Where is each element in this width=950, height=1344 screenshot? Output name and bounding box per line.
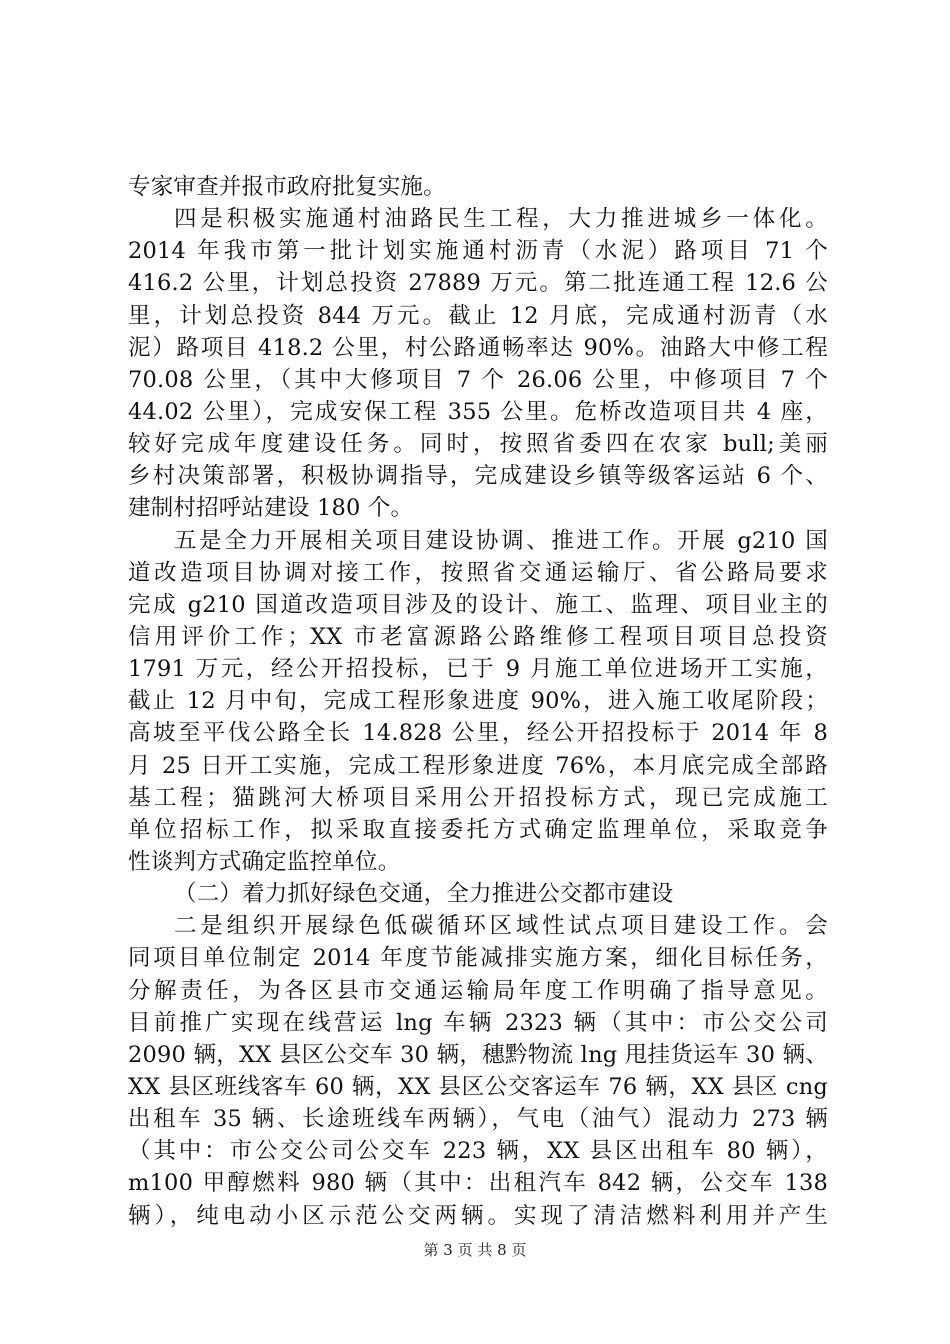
text-line: 完成 g210 国道改造项目涉及的设计、施工、监理、项目业主的 (128, 591, 828, 618)
text-line: 截止 12 月中旬，完成工程形象进度 90%，进入施工收尾阶段； (128, 688, 828, 715)
text-line: 1791 万元，经公开招投标，已于 9 月施工单位进场开工实施， (128, 656, 828, 683)
text-line: 四是积极实施通村油路民生工程，大力推进城乡一体化。 (174, 206, 828, 233)
text-line: 二是组织开展绿色低碳循环区域性试点项目建设工作。会 (174, 913, 828, 940)
text-line: XX 县区班线客车 60 辆，XX 县区公交客运车 76 辆，XX 县区 cng (128, 1073, 828, 1100)
text-line: 道改造项目协调对接工作，按照省交通运输厅、省公路局要求 (128, 559, 828, 586)
text-line: 泥）路项目 418.2 公里，村公路通畅率达 90%。油路大中修工程 (128, 334, 828, 361)
text-line: 单位招标工作，拟采取直接委托方式确定监理单位，采取竞争 (128, 816, 828, 843)
text-line: m100 甲醇燃料 980 辆（其中：出租汽车 842 辆，公交车 138 (128, 1170, 828, 1197)
text-line: 专家审查并报市政府批复实施。 (128, 174, 446, 200)
text-line: 信用评价工作；XX 市老富源路公路维修工程项目项目总投资 (128, 623, 828, 650)
text-line: 五是全力开展相关项目建设协调、推进工作。开展 g210 国 (174, 527, 828, 554)
text-line: 辆），纯电动小区示范公交两辆。实现了清洁燃料利用并产生 (128, 1202, 828, 1229)
text-line: 44.02 公里），完成安保工程 355 公里。危桥改造项目共 4 座， (128, 398, 828, 425)
text-line: 里，计划总投资 844 万元。截止 12 月底，完成通村沥青（水 (128, 302, 828, 329)
text-line: 目前推广实现在线营运 lng 车辆 2323 辆（其中：市公交公司 (128, 1009, 828, 1036)
text-line: 70.08 公里，（其中大修项目 7 个 26.06 公里，中修项目 7 个 (128, 366, 828, 393)
text-line: 出租车 35 辆、长途班线车两辆），气电（油气）混动力 273 辆 (128, 1106, 828, 1133)
text-line: 性谈判方式确定监控单位。 (128, 848, 401, 875)
text-line: 月 25 日开工实施，完成工程形象进度 76%，本月底完成全部路 (128, 752, 828, 779)
document-body (128, 171, 828, 1232)
text-line: 高坡至平伐公路全长 14.828 公里，经公开招投标于 2014 年 8 (128, 720, 828, 747)
text-line: 416.2 公里，计划总投资 27889 万元。第二批连通工程 12.6 公 (128, 270, 828, 297)
page-number-footer: 第 3 页 共 8 页 (423, 1241, 527, 1259)
text-line: 2090 辆，XX 县区公交车 30 辆，穗黔物流 lng 甩挂货运车 30 辆、 (128, 1041, 828, 1068)
text-line: （二）着力抓好绿色交通，全力推进公交都市建设 (174, 881, 674, 908)
text-line: 乡村决策部署，积极协调指导，完成建设乡镇等级客运站 6 个、 (128, 463, 828, 490)
text-line: 基工程；猫跳河大桥项目采用公开招投标方式，现已完成施工 (128, 784, 828, 811)
text-line: 较好完成年度建设任务。同时，按照省委四在农家 bull;美丽 (128, 431, 828, 458)
text-line: 同项目单位制定 2014 年度节能减排实施方案，细化目标任务， (128, 945, 828, 972)
text-line: 建制村招呼站建设 180 个。 (128, 495, 414, 522)
text-line: 2014 年我市第一批计划实施通村沥青（水泥）路项目 71 个 (128, 238, 828, 265)
text-line: 分解责任，为各区县市交通运输局年度工作明确了指导意见。 (128, 977, 828, 1004)
text-line: （其中：市公交公司公交车 223 辆，XX 县区出租车 80 辆）， (128, 1138, 828, 1165)
